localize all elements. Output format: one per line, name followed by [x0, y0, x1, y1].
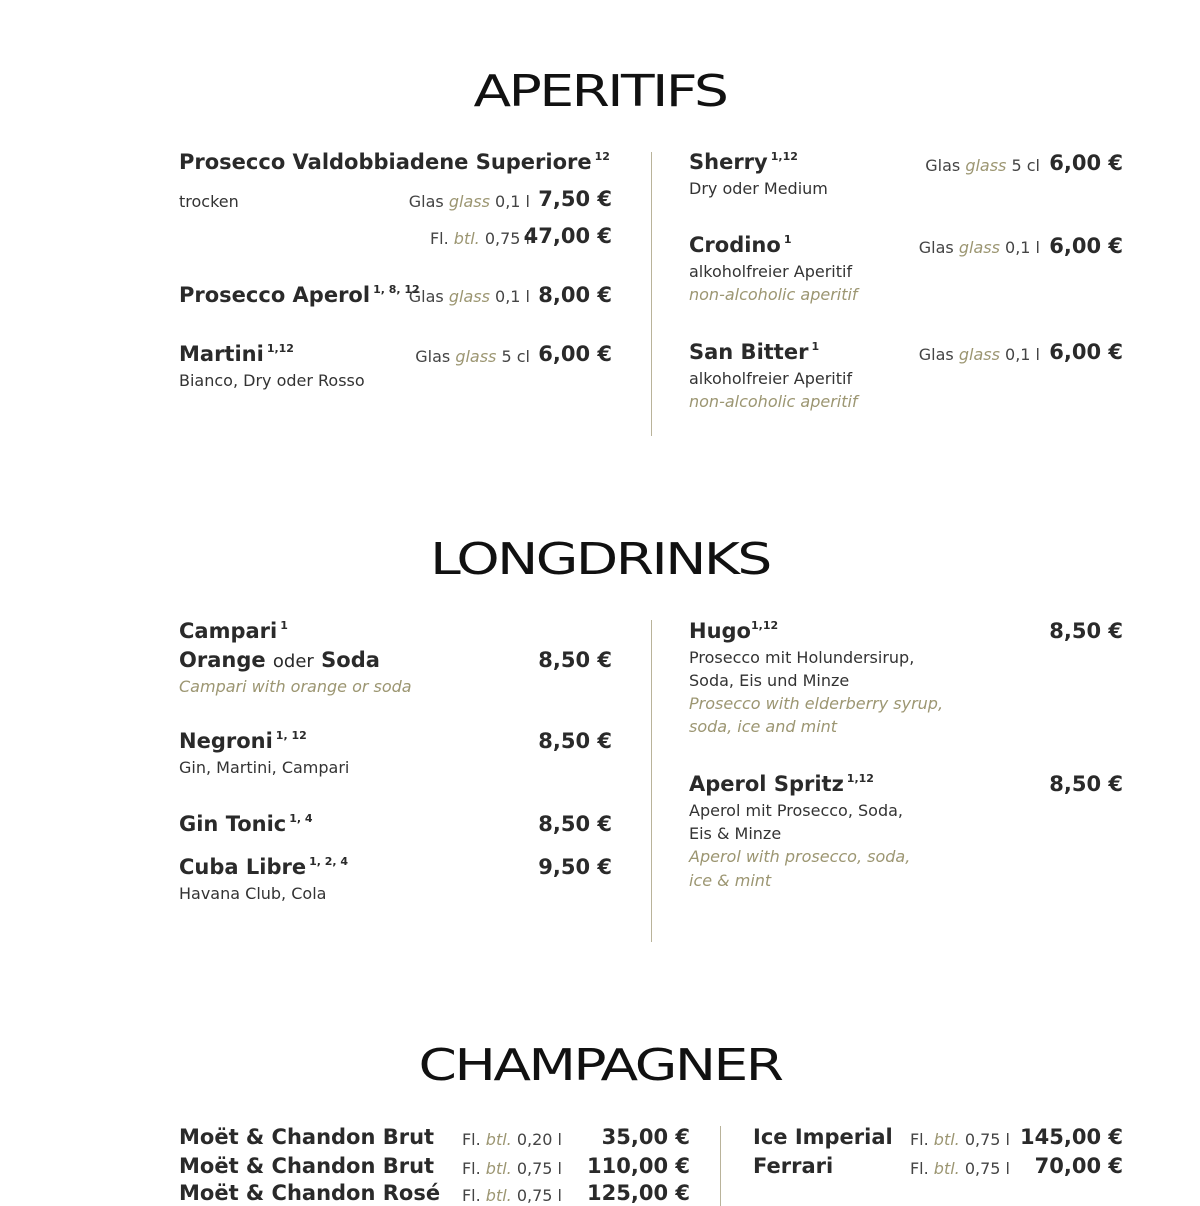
item-price: 70,00 €: [1034, 1154, 1123, 1178]
menu-item-moet-rose: Moët & Chandon Rosé: [179, 1181, 441, 1205]
item-price: 145,00 €: [1020, 1125, 1123, 1149]
item-name: Martini: [179, 342, 264, 366]
item-description-english: non-alcoholic aperitif: [689, 392, 858, 411]
item-price: 6,00 €: [538, 342, 612, 366]
allergen-note: 1, 4: [289, 812, 313, 825]
serving-size: Glas glass 0,1 l: [408, 287, 530, 306]
item-name: Crodino: [689, 233, 781, 257]
item-price: 8,50 €: [1049, 619, 1123, 643]
serving-size: Glas glass 5 cl: [925, 156, 1040, 175]
serving-size: Glas glass 0,1 l: [918, 238, 1040, 257]
menu-item-san-bitter: [689, 340, 819, 364]
item-price: 6,00 €: [1049, 340, 1123, 364]
menu-item-crodino: [689, 233, 791, 257]
menu-item-ice-imperial: Ice Imperial: [753, 1125, 893, 1149]
item-price: 8,50 €: [538, 648, 612, 672]
serving-size: Glas glass 0,1 l: [408, 192, 530, 211]
item-description-english: Aperol with prosecco, soda,: [689, 847, 911, 866]
allergen-note: 1,12: [751, 619, 779, 632]
item-description-english: Prosecco with elderberry syrup,: [689, 694, 944, 713]
item-name: Hugo: [689, 619, 751, 643]
item-price: 125,00 €: [587, 1181, 690, 1205]
menu-item-aperol-spritz: [689, 772, 874, 796]
serving-size: Fl. btl. 0,75 l: [461, 1159, 562, 1178]
allergen-note: 1: [280, 619, 288, 632]
serving-size: Fl. btl. 0,20 l: [461, 1130, 562, 1149]
item-name: Cuba Libre: [179, 855, 307, 879]
item-description-english: soda, ice and mint: [689, 717, 838, 736]
allergen-note: 1: [783, 233, 792, 246]
item-description-english: Campari with orange or soda: [179, 677, 412, 696]
serving-size: Glas glass 5 cl: [415, 347, 530, 366]
item-name: Aperol Spritz: [689, 772, 844, 796]
allergen-note: 12: [594, 150, 610, 163]
serving-size: Glas glass 0,1 l: [918, 345, 1040, 364]
item-name: Negroni: [179, 729, 273, 753]
menu-item-martini: [179, 342, 294, 366]
item-price: 8,50 €: [1049, 772, 1123, 796]
menu-item-moet-brut: Moët & Chandon Brut: [179, 1154, 435, 1178]
item-price: 8,00 €: [538, 283, 612, 307]
column-divider: [651, 620, 652, 942]
column-divider: [720, 1126, 721, 1206]
item-description: Aperol mit Prosecco, Soda,: [689, 801, 903, 820]
item-description: Soda, Eis und Minze: [689, 671, 850, 690]
serving-size: Fl. btl. 0,75 l: [461, 1186, 562, 1205]
item-price: 35,00 €: [601, 1125, 690, 1149]
menu-item-hugo: [689, 619, 778, 643]
item-price: 9,50 €: [538, 855, 612, 879]
column-divider: [651, 152, 652, 436]
menu-item-negroni: [179, 729, 307, 753]
item-name: San Bitter: [689, 340, 809, 364]
allergen-note: 1: [811, 340, 820, 353]
allergen-note: 1, 2, 4: [309, 855, 349, 868]
item-price: 47,00 €: [523, 224, 612, 248]
item-price: 8,50 €: [538, 729, 612, 753]
item-description: trocken: [179, 192, 239, 211]
item-description-english: non-alcoholic aperitif: [689, 285, 858, 304]
item-description: alkoholfreier Aperitif: [689, 262, 853, 281]
item-description: Bianco, Dry oder Rosso: [179, 371, 365, 390]
section-title-champagner: CHAMPAGNER: [418, 1040, 782, 1091]
item-description: alkoholfreier Aperitif: [689, 369, 853, 388]
item-description: Eis & Minze: [689, 824, 782, 843]
item-description: Prosecco mit Holundersirup,: [689, 648, 915, 667]
section-title-longdrinks: LONGDRINKS: [430, 534, 770, 585]
item-name: Prosecco Aperol: [179, 283, 371, 307]
menu-item-sherry: [689, 150, 798, 174]
allergen-note: 1,12: [846, 772, 874, 785]
allergen-note: 1, 12: [275, 729, 307, 742]
item-variants: Orange oder Soda: [179, 648, 380, 672]
item-name: Gin Tonic: [179, 812, 287, 836]
item-description: Havana Club, Cola: [179, 884, 327, 903]
item-name: Sherry: [689, 150, 768, 174]
serving-size: Fl. btl. 0,75 l: [429, 229, 530, 248]
section-title-aperitifs: APERITIFS: [473, 66, 727, 117]
item-name: Campari: [179, 619, 278, 643]
menu-item-ferrari: Ferrari: [753, 1154, 834, 1178]
item-price: 110,00 €: [587, 1154, 690, 1178]
item-description: Dry oder Medium: [689, 179, 828, 198]
item-description: Gin, Martini, Campari: [179, 758, 350, 777]
allergen-note: 1,12: [266, 342, 294, 355]
serving-size: Fl. btl. 0,75 l: [909, 1159, 1010, 1178]
item-price: 6,00 €: [1049, 234, 1123, 258]
allergen-note: 1, 8, 12: [373, 283, 420, 296]
serving-size: Fl. btl. 0,75 l: [909, 1130, 1010, 1149]
item-price: 6,00 €: [1049, 151, 1123, 175]
item-name: Prosecco Valdobbiadene Superiore: [179, 150, 592, 174]
menu-item-gin-tonic: [179, 812, 313, 836]
allergen-note: 1,12: [770, 150, 798, 163]
item-description-english: ice & mint: [689, 871, 772, 890]
item-price: 7,50 €: [538, 187, 612, 211]
menu-item-prosecco-valdobbiadene: [179, 150, 610, 174]
item-price: 8,50 €: [538, 812, 612, 836]
menu-item-campari: [179, 619, 288, 643]
menu-item-cuba-libre: [179, 855, 348, 879]
menu-item-moet-brut-small: Moët & Chandon Brut: [179, 1125, 435, 1149]
